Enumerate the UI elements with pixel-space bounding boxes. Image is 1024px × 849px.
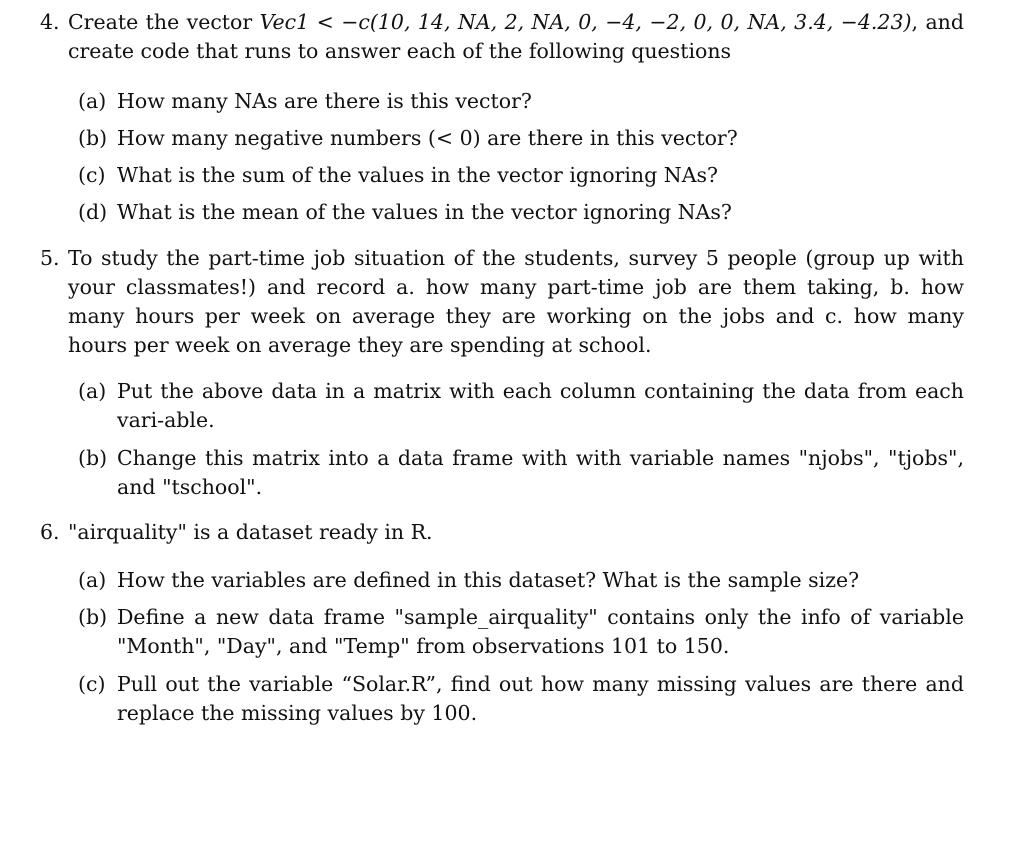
problem-number: 6.	[40, 520, 60, 544]
subquestion-label: (a)	[78, 568, 107, 592]
problem-text: To study the part-time job situation of the students, survey 5 people (group up with your classmates!) and record a. how many part-time job are them taking, b. how many hours per week on average they are working on the jobs and c. how many hours per week on average they are spending at school.	[68, 246, 964, 357]
problem-6	[40, 518, 964, 547]
subquestion-6c	[40, 670, 964, 728]
subquestion-label: (d)	[78, 200, 108, 224]
subquestion-5b	[40, 444, 964, 502]
problem-tail-text: , and create code that runs to answer each of the following questions	[68, 10, 964, 63]
problem-5	[40, 244, 964, 360]
subquestion-label: (a)	[78, 379, 107, 403]
subquestion-4c	[40, 161, 964, 190]
subquestion-5a	[40, 377, 964, 435]
vector-assignment: < −c(10, 14, NA, 2, NA, 0, −4, −2, 0, 0, NA, 3.4, −4.23)	[309, 10, 912, 34]
problem-text: "airquality" is a dataset ready in R.	[68, 520, 433, 544]
problem-text	[68, 8, 964, 66]
subquestion-label: (c)	[78, 672, 106, 696]
subquestion-text: Change this matrix into a data frame with with variable names "njobs", "tjobs", and "tschool".	[117, 446, 964, 499]
subquestion-4a	[40, 87, 964, 116]
subquestion-label: (c)	[78, 163, 106, 187]
subquestion-label: (b)	[78, 446, 108, 470]
subquestion-4d	[40, 198, 964, 227]
subquestion-text: How many NAs are there is this vector?	[117, 89, 532, 113]
subquestion-text: What is the sum of the values in the vector ignoring NAs?	[117, 163, 719, 187]
subquestion-label: (b)	[78, 126, 108, 150]
subquestion-text: What is the mean of the values in the vector ignoring NAs?	[117, 200, 732, 224]
subquestion-6b	[40, 603, 964, 661]
subquestion-label: (a)	[78, 89, 107, 113]
subquestion-6a	[40, 566, 964, 595]
subquestion-label: (b)	[78, 605, 108, 629]
subquestion-4b	[40, 124, 964, 153]
problem-4	[40, 8, 964, 66]
vector-name: Vec1	[259, 10, 310, 34]
problem-number: 5.	[40, 246, 60, 270]
problem-lead-text: Create the vector	[68, 10, 260, 34]
subquestion-text: Pull out the variable “Solar.R”, find out how many missing values are there and replace the missing values by 100.	[117, 672, 964, 725]
problem-number: 4.	[40, 10, 60, 34]
subquestion-text: How many negative numbers (< 0) are there in this vector?	[117, 126, 738, 150]
subquestion-text: How the variables are defined in this dataset? What is the sample size?	[117, 568, 860, 592]
subquestion-text: Put the above data in a matrix with each column containing the data from each vari-able.	[117, 379, 964, 432]
subquestion-text: Define a new data frame "sample_airquality" contains only the info of variable "Month", "Day", and "Temp" from observations 101 to 150.	[117, 605, 964, 658]
